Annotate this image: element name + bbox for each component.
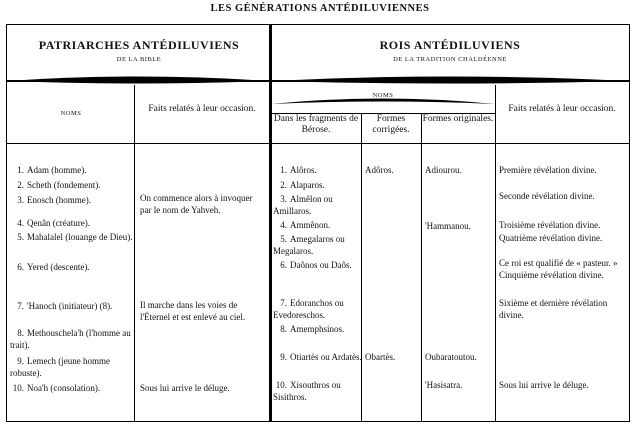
fait-roi-4: Quatrième révélation divine.	[499, 233, 603, 243]
fait-roi-3: Troisième révélation divine.	[499, 220, 601, 230]
patriarch-2	[10, 180, 134, 192]
patriarch-5	[10, 232, 134, 244]
originale-9: Oubaratoutou.	[425, 352, 477, 362]
roi-4	[273, 220, 363, 232]
page-title: LES GÉNÉRATIONS ANTÉDILUVIENNES	[210, 3, 430, 14]
patriarch-num: 5.	[17, 232, 24, 242]
roi-berose: Alôros.	[290, 165, 317, 175]
left-ornament-rule	[7, 74, 269, 88]
patriarch-name: Yered (descente).	[27, 262, 90, 272]
corrigee-1: Adôros.	[365, 165, 394, 175]
roi-berose: Ammênon.	[290, 220, 331, 230]
patriarch-name: Enosch (homme).	[27, 195, 91, 205]
fait-roi-5: Ce roi est qualifié de « pasteur. » Cinquième révélation divine.	[499, 258, 618, 280]
patriarch-name: Lemech (jeune homme robuste).	[10, 356, 110, 378]
patriarch-name: Mahalalel (louange de Dieu).	[27, 232, 133, 242]
fait-roi-10: Sous lui arrive le déluge.	[499, 380, 589, 390]
roi-num: 4.	[280, 220, 287, 230]
patriarch-name: Qenân (créature).	[27, 218, 90, 228]
patriarch-6	[10, 262, 134, 274]
patriarch-9	[10, 356, 134, 379]
roi-num: 10.	[275, 380, 287, 390]
patriarch-4	[10, 218, 134, 230]
right-col-noms: NOMS	[372, 92, 394, 99]
roi-berose: Otiartès ou Ardatès.	[290, 352, 362, 362]
left-heading: PATRIARCHES ANTÉDILUVIENS	[38, 38, 240, 52]
patriarch-name: 'Hanoch (initiateur) (8).	[27, 301, 113, 311]
patriarch-num: 1.	[17, 165, 24, 175]
left-column-divider	[134, 85, 135, 421]
right-col-fragments: Dans les fragments de Bérose.	[273, 114, 359, 135]
roi-7	[273, 298, 363, 321]
fait-roi-7: Sixième et dernière révélation divine.	[499, 298, 608, 320]
patriarch-name: Scheth (fondement).	[27, 180, 101, 190]
roi-2	[273, 180, 363, 192]
roi-num: 2.	[280, 180, 287, 190]
right-subheading: DE LA TRADITION CHALDÉENNE	[393, 56, 507, 63]
patriarch-7	[10, 301, 134, 313]
patriarch-num: 10.	[12, 383, 24, 393]
right-ornament-rule	[271, 74, 629, 88]
roi-berose: Almêlon ou Amillaros.	[273, 194, 333, 216]
originale-10: 'Hasisatra.	[425, 380, 463, 390]
right-col-faits: Faits relatés à leur occasion.	[508, 104, 616, 114]
divider-originales	[495, 85, 496, 421]
left-subheading: DE LA BIBLE	[116, 56, 162, 63]
roi-3	[273, 194, 363, 217]
roi-berose: Amemphsinos.	[290, 324, 345, 334]
right-col-corrigees: Formes corrigées.	[372, 114, 410, 135]
patriarch-num: 6.	[17, 262, 24, 272]
roi-5	[273, 234, 363, 257]
right-header-rule	[271, 143, 629, 144]
roi-num: 3.	[280, 194, 287, 204]
patriarch-num: 2.	[17, 180, 24, 190]
corrigee-9: Obartès.	[365, 352, 396, 362]
originale-4: 'Hammanou.	[425, 221, 471, 231]
patriarch-name: Adam (homme).	[27, 165, 87, 175]
patriarch-10	[10, 383, 134, 395]
roi-berose: Amegalaros ou Megalaros.	[273, 234, 345, 256]
fait-bible-2: Il marche dans les voies de l'Éternel et est enlevé au ciel.	[140, 300, 246, 322]
fait-roi-1: Première révélation divine.	[499, 165, 597, 175]
patriarch-num: 9.	[17, 356, 24, 366]
roi-num: 9.	[280, 352, 287, 362]
roi-num: 6.	[280, 260, 287, 270]
roi-9	[273, 352, 363, 364]
right-col-originales: Formes originales.	[422, 114, 494, 124]
left-header-rule	[7, 143, 269, 144]
divider-corrigees	[421, 113, 422, 421]
patriarch-num: 4.	[17, 218, 24, 228]
roi-6	[273, 260, 363, 272]
patriarch-name: Methouschela'h (l'homme au trait).	[10, 328, 131, 350]
patriarch-num: 3.	[17, 195, 24, 205]
roi-8	[273, 324, 363, 336]
patriarch-name: Noa'h (consolation).	[27, 383, 101, 393]
roi-num: 5.	[280, 234, 287, 244]
patriarch-num: 8.	[17, 328, 24, 338]
roi-num: 1.	[280, 165, 287, 175]
left-col-noms: NOMS	[60, 110, 82, 117]
fait-bible-1: On commence alors à invoquer par le nom de Yahveh.	[140, 193, 253, 215]
patriarch-1	[10, 165, 134, 177]
patriarch-num: 7.	[17, 301, 24, 311]
roi-berose: Daônos ou Daôs.	[290, 260, 352, 270]
roi-berose: Alaparos.	[290, 180, 325, 190]
roi-num: 7.	[280, 298, 287, 308]
roi-berose: Edoranchos ou Evedoreschos.	[273, 298, 344, 320]
originale-1: Adiourou.	[425, 165, 462, 175]
roi-num: 8.	[280, 324, 287, 334]
patriarch-8	[10, 328, 134, 351]
fait-bible-3: Sous lui arrive le déluge.	[140, 383, 230, 393]
patriarch-3	[10, 195, 134, 207]
left-col-faits: Faits relatés à leur occasion.	[148, 104, 256, 114]
roi-10	[273, 380, 363, 403]
roi-berose: Xisouthros ou Sisithros.	[273, 380, 341, 402]
right-heading: ROIS ANTÉDILUVIENS	[379, 38, 521, 52]
fait-roi-2: Seconde révélation divine.	[499, 191, 595, 201]
roi-1	[273, 165, 363, 177]
